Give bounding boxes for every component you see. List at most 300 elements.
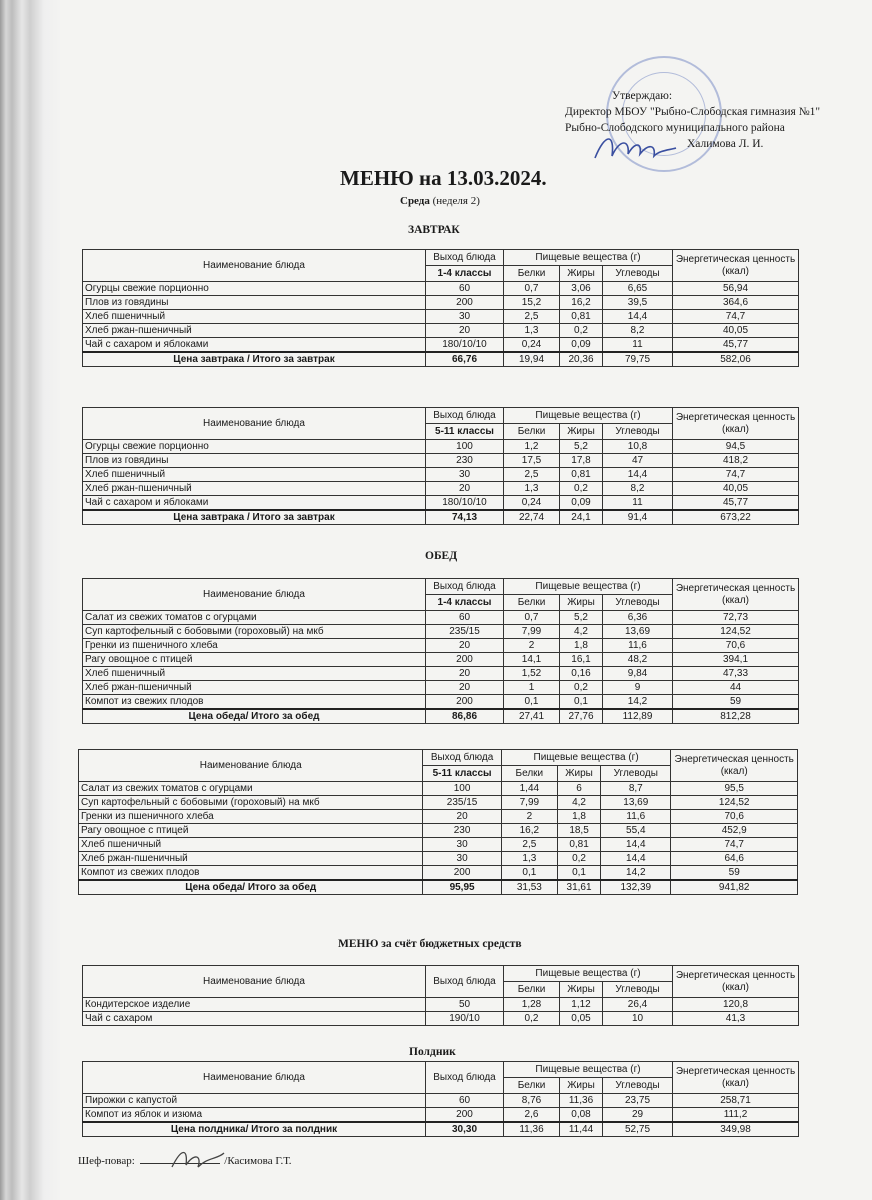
dish-fats: 0,2 (560, 324, 603, 338)
dish-fats: 1,8 (557, 810, 600, 824)
dish-yield: 20 (423, 810, 501, 824)
total-fats: 31,61 (557, 880, 600, 895)
dish-yield: 20 (426, 681, 504, 695)
header-grade-group: 5-11 классы (423, 766, 501, 782)
dish-name: Суп картофельный с бобовыми (гороховый) на мкб (83, 625, 426, 639)
dish-name: Гренки из пшеничного хлеба (83, 639, 426, 653)
total-energy: 812,28 (673, 709, 799, 724)
dish-fats: 16,2 (560, 296, 603, 310)
total-carbs: 79,75 (603, 352, 673, 367)
subtitle (400, 195, 480, 207)
dish-carbs: 14,4 (601, 852, 671, 866)
dish-yield: 20 (426, 667, 504, 681)
table-row (83, 468, 799, 482)
total-price: 30,30 (426, 1122, 504, 1137)
dish-name: Хлеб ржан-пшеничный (83, 482, 426, 496)
dish-name: Суп картофельный с бобовыми (гороховый) на мкб (79, 796, 423, 810)
total-energy: 582,06 (673, 352, 799, 367)
header-energy: Энергетическая ценность (ккал) (673, 1062, 799, 1094)
dish-yield: 100 (426, 440, 504, 454)
table-row (83, 338, 799, 353)
table-row (79, 852, 798, 866)
dish-name: Огурцы свежие порционно (83, 282, 426, 296)
dish-proteins: 1,44 (501, 782, 557, 796)
table-row (83, 482, 799, 496)
table-row (83, 454, 799, 468)
dish-name: Чай с сахаром и яблоками (83, 496, 426, 511)
table-row (83, 695, 799, 710)
dish-carbs: 39,5 (603, 296, 673, 310)
header-nutrients: Пищевые вещества (г) (501, 750, 671, 766)
dish-energy: 124,52 (673, 625, 799, 639)
dish-name: Пирожки с капустой (83, 1094, 426, 1108)
header-yield: Выход блюда (423, 750, 501, 766)
dish-carbs: 55,4 (601, 824, 671, 838)
dish-fats: 0,09 (560, 338, 603, 353)
dish-name: Рагу овощное с птицей (79, 824, 423, 838)
dish-proteins: 0,1 (501, 866, 557, 881)
dish-fats: 6 (557, 782, 600, 796)
table-row (83, 1012, 799, 1026)
dish-yield: 60 (426, 611, 504, 625)
dish-energy: 74,7 (673, 468, 799, 482)
table-row (83, 1108, 799, 1123)
dish-carbs: 11 (603, 338, 673, 353)
dish-proteins: 0,24 (504, 496, 560, 511)
dish-name: Хлеб ржан-пшеничный (83, 681, 426, 695)
dish-energy: 258,71 (673, 1094, 799, 1108)
dish-carbs: 26,4 (603, 998, 673, 1012)
section-breakfast: ЗАВТРАК (408, 224, 460, 236)
dish-energy: 70,6 (673, 639, 799, 653)
dish-proteins: 2 (504, 639, 560, 653)
dish-yield: 60 (426, 282, 504, 296)
dish-yield: 180/10/10 (426, 338, 504, 353)
dish-energy: 47,33 (673, 667, 799, 681)
total-carbs: 112,89 (603, 709, 673, 724)
budget-table (82, 965, 799, 1026)
dish-fats: 16,1 (560, 653, 603, 667)
dish-carbs: 47 (603, 454, 673, 468)
approval-line-3: Рыбно-Слободского муниципального района (565, 122, 785, 134)
total-energy: 349,98 (673, 1122, 799, 1137)
total-row (83, 709, 799, 724)
header-carbs: Углеводы (603, 424, 673, 440)
dish-yield: 20 (426, 639, 504, 653)
dish-fats: 4,2 (560, 625, 603, 639)
dish-fats: 1,12 (560, 998, 603, 1012)
dish-proteins: 1 (504, 681, 560, 695)
table-row (79, 782, 798, 796)
dish-energy: 394,1 (673, 653, 799, 667)
total-carbs: 132,39 (601, 880, 671, 895)
chef-signature (168, 1143, 228, 1173)
dish-fats: 18,5 (557, 824, 600, 838)
total-row (83, 510, 799, 525)
header-yield: Выход блюда (426, 966, 504, 998)
dish-proteins: 1,2 (504, 440, 560, 454)
dish-yield: 200 (426, 1108, 504, 1123)
dish-fats: 0,2 (557, 852, 600, 866)
table-row (83, 296, 799, 310)
dish-proteins: 1,3 (504, 324, 560, 338)
dish-yield: 100 (423, 782, 501, 796)
total-proteins: 22,74 (504, 510, 560, 525)
dish-energy: 40,05 (673, 324, 799, 338)
dish-yield: 235/15 (426, 625, 504, 639)
dish-proteins: 2 (501, 810, 557, 824)
header-yield: Выход блюда (426, 579, 504, 595)
total-price: 86,86 (426, 709, 504, 724)
table-row (83, 625, 799, 639)
dish-proteins: 15,2 (504, 296, 560, 310)
table-row (83, 440, 799, 454)
total-label: Цена завтрака / Итого за завтрак (83, 352, 426, 367)
dish-name: Гренки из пшеничного хлеба (79, 810, 423, 824)
dish-carbs: 48,2 (603, 653, 673, 667)
header-grade-group: 1-4 классы (426, 266, 504, 282)
dish-energy: 418,2 (673, 454, 799, 468)
dish-yield: 200 (426, 296, 504, 310)
total-fats: 24,1 (560, 510, 603, 525)
dish-energy: 94,5 (673, 440, 799, 454)
dish-yield: 190/10 (426, 1012, 504, 1026)
section-snack: Полдник (409, 1046, 456, 1058)
total-energy: 673,22 (673, 510, 799, 525)
dish-proteins: 17,5 (504, 454, 560, 468)
dish-energy: 72,73 (673, 611, 799, 625)
dish-yield: 30 (426, 310, 504, 324)
total-row (83, 352, 799, 367)
dish-name: Огурцы свежие порционно (83, 440, 426, 454)
table-row (83, 639, 799, 653)
total-row (83, 1122, 799, 1137)
dish-fats: 5,2 (560, 611, 603, 625)
dish-name: Хлеб ржан-пшеничный (79, 852, 423, 866)
dish-energy: 452,9 (671, 824, 798, 838)
dish-name: Хлеб пшеничный (83, 667, 426, 681)
total-label: Цена обеда/ Итого за обед (83, 709, 426, 724)
dish-fats: 0,1 (557, 866, 600, 881)
dish-proteins: 2,6 (504, 1108, 560, 1123)
dish-fats: 0,81 (557, 838, 600, 852)
dish-yield: 200 (426, 695, 504, 710)
dish-carbs: 10,8 (603, 440, 673, 454)
header-fats: Жиры (560, 266, 603, 282)
dish-fats: 0,81 (560, 310, 603, 324)
dish-proteins: 8,76 (504, 1094, 560, 1108)
approval-line-2: Директор МБОУ "Рыбно-Слободская гимназия №1" (565, 106, 821, 118)
dish-name: Салат из свежих томатов с огурцами (83, 611, 426, 625)
total-energy: 941,82 (671, 880, 798, 895)
dish-fats: 0,08 (560, 1108, 603, 1123)
dish-name: Хлеб пшеничный (83, 310, 426, 324)
scan-edge-shadow (0, 0, 62, 1200)
dish-name: Хлеб пшеничный (79, 838, 423, 852)
total-carbs: 91,4 (603, 510, 673, 525)
header-energy: Энергетическая ценность (ккал) (673, 250, 799, 282)
dish-energy: 120,8 (673, 998, 799, 1012)
header-carbs: Углеводы (603, 266, 673, 282)
header-carbs: Углеводы (603, 982, 673, 998)
table-row (83, 282, 799, 296)
header-energy: Энергетическая ценность (ккал) (673, 579, 799, 611)
dish-carbs: 14,4 (601, 838, 671, 852)
header-dish-name: Наименование блюда (83, 1062, 426, 1094)
total-fats: 11,44 (560, 1122, 603, 1137)
dish-carbs: 14,4 (603, 310, 673, 324)
header-yield: Выход блюда (426, 1062, 504, 1094)
dish-name: Плов из говядины (83, 296, 426, 310)
dish-energy: 74,7 (671, 838, 798, 852)
header-energy: Энергетическая ценность (ккал) (673, 408, 799, 440)
header-proteins: Белки (504, 1078, 560, 1094)
dish-proteins: 0,7 (504, 611, 560, 625)
table-row (83, 310, 799, 324)
dish-energy: 59 (673, 695, 799, 710)
header-nutrients: Пищевые вещества (г) (504, 250, 673, 266)
total-label: Цена полдника/ Итого за полдник (83, 1122, 426, 1137)
table-row (83, 681, 799, 695)
header-fats: Жиры (560, 982, 603, 998)
footer-label: Шеф-повар: (78, 1155, 135, 1167)
dish-proteins: 0,7 (504, 282, 560, 296)
dish-carbs: 29 (603, 1108, 673, 1123)
dish-carbs: 6,65 (603, 282, 673, 296)
table-row (83, 653, 799, 667)
header-nutrients: Пищевые вещества (г) (504, 1062, 673, 1078)
dish-carbs: 14,4 (603, 468, 673, 482)
header-fats: Жиры (560, 595, 603, 611)
dish-name: Чай с сахаром (83, 1012, 426, 1026)
header-dish-name: Наименование блюда (83, 408, 426, 440)
dish-proteins: 16,2 (501, 824, 557, 838)
dish-yield: 235/15 (423, 796, 501, 810)
table-row (79, 810, 798, 824)
breakfast-table-5-11 (82, 407, 799, 525)
dish-carbs: 13,69 (601, 796, 671, 810)
dish-yield: 230 (426, 454, 504, 468)
dish-name: Чай с сахаром и яблоками (83, 338, 426, 353)
header-proteins: Белки (504, 266, 560, 282)
header-nutrients: Пищевые вещества (г) (504, 408, 673, 424)
header-energy: Энергетическая ценность (ккал) (671, 750, 798, 782)
dish-carbs: 9,84 (603, 667, 673, 681)
dish-proteins: 1,3 (501, 852, 557, 866)
dish-fats: 0,2 (560, 681, 603, 695)
dish-fats: 0,2 (560, 482, 603, 496)
table-row (79, 866, 798, 881)
dish-energy: 59 (671, 866, 798, 881)
table-row (83, 998, 799, 1012)
dish-proteins: 7,99 (501, 796, 557, 810)
dish-proteins: 1,3 (504, 482, 560, 496)
dish-carbs: 10 (603, 1012, 673, 1026)
dish-name: Хлеб пшеничный (83, 468, 426, 482)
dish-name: Рагу овощное с птицей (83, 653, 426, 667)
dish-yield: 30 (423, 838, 501, 852)
total-proteins: 31,53 (501, 880, 557, 895)
dish-carbs: 11,6 (603, 639, 673, 653)
section-budget: МЕНЮ за счёт бюджетных средств (338, 938, 522, 950)
header-dish-name: Наименование блюда (79, 750, 423, 782)
header-proteins: Белки (504, 424, 560, 440)
header-dish-name: Наименование блюда (83, 250, 426, 282)
table-row (83, 611, 799, 625)
dish-carbs: 8,7 (601, 782, 671, 796)
total-proteins: 27,41 (504, 709, 560, 724)
dish-proteins: 14,1 (504, 653, 560, 667)
dish-energy: 56,94 (673, 282, 799, 296)
total-proteins: 19,94 (504, 352, 560, 367)
dish-energy: 364,6 (673, 296, 799, 310)
dish-fats: 3,06 (560, 282, 603, 296)
subtitle-week: (неделя 2) (432, 195, 480, 207)
dish-yield: 180/10/10 (426, 496, 504, 511)
dish-fats: 0,05 (560, 1012, 603, 1026)
total-label: Цена завтрака / Итого за завтрак (83, 510, 426, 525)
dish-proteins: 7,99 (504, 625, 560, 639)
dish-energy: 45,77 (673, 496, 799, 511)
dish-carbs: 14,2 (603, 695, 673, 710)
dish-yield: 20 (426, 482, 504, 496)
dish-name: Компот из свежих плодов (83, 695, 426, 710)
dish-name: Кондитерское изделие (83, 998, 426, 1012)
dish-proteins: 0,2 (504, 1012, 560, 1026)
table-row (83, 496, 799, 511)
total-label: Цена обеда/ Итого за обед (79, 880, 423, 895)
dish-proteins: 2,5 (501, 838, 557, 852)
lunch-table-1-4 (82, 578, 799, 724)
dish-name: Плов из говядины (83, 454, 426, 468)
dish-fats: 11,36 (560, 1094, 603, 1108)
total-proteins: 11,36 (504, 1122, 560, 1137)
header-proteins: Белки (504, 595, 560, 611)
header-fats: Жиры (560, 1078, 603, 1094)
dish-carbs: 13,69 (603, 625, 673, 639)
dish-fats: 17,8 (560, 454, 603, 468)
dish-yield: 200 (423, 866, 501, 881)
approval-line-1: Утверждаю: (612, 90, 673, 102)
dish-carbs: 14,2 (601, 866, 671, 881)
footer-name: /Касимова Г.Т. (224, 1155, 292, 1167)
dish-yield: 30 (423, 852, 501, 866)
header-dish-name: Наименование блюда (83, 579, 426, 611)
table-row (83, 324, 799, 338)
header-carbs: Углеводы (603, 1078, 673, 1094)
header-fats: Жиры (557, 766, 600, 782)
table-row (83, 667, 799, 681)
dish-fats: 1,8 (560, 639, 603, 653)
dish-energy: 41,3 (673, 1012, 799, 1026)
header-fats: Жиры (560, 424, 603, 440)
dish-carbs: 8,2 (603, 482, 673, 496)
header-carbs: Углеводы (601, 766, 671, 782)
dish-fats: 0,81 (560, 468, 603, 482)
section-lunch: ОБЕД (425, 550, 458, 562)
dish-energy: 74,7 (673, 310, 799, 324)
lunch-table-5-11 (78, 749, 798, 895)
total-price: 95,95 (423, 880, 501, 895)
dish-carbs: 6,36 (603, 611, 673, 625)
dish-fats: 5,2 (560, 440, 603, 454)
approval-block (565, 88, 855, 152)
total-row (79, 880, 798, 895)
total-fats: 27,76 (560, 709, 603, 724)
header-grade-group: 1-4 классы (426, 595, 504, 611)
dish-yield: 30 (426, 468, 504, 482)
dish-proteins: 0,1 (504, 695, 560, 710)
header-proteins: Белки (504, 982, 560, 998)
subtitle-day: Среда (400, 195, 430, 207)
dish-proteins: 1,28 (504, 998, 560, 1012)
total-fats: 20,36 (560, 352, 603, 367)
dish-carbs: 11,6 (601, 810, 671, 824)
breakfast-table-1-4 (82, 249, 799, 367)
dish-yield: 60 (426, 1094, 504, 1108)
snack-table (82, 1061, 799, 1137)
header-grade-group: 5-11 классы (426, 424, 504, 440)
total-carbs: 52,75 (603, 1122, 673, 1137)
page-title: МЕНЮ на 13.03.2024. (340, 166, 547, 190)
dish-fats: 0,16 (560, 667, 603, 681)
header-carbs: Углеводы (603, 595, 673, 611)
dish-fats: 4,2 (557, 796, 600, 810)
dish-energy: 111,2 (673, 1108, 799, 1123)
dish-yield: 20 (426, 324, 504, 338)
table-row (79, 796, 798, 810)
header-proteins: Белки (501, 766, 557, 782)
approval-line-4: Халимова Л. И. (687, 138, 764, 150)
dish-proteins: 1,52 (504, 667, 560, 681)
table-row (79, 838, 798, 852)
header-dish-name: Наименование блюда (83, 966, 426, 998)
dish-carbs: 23,75 (603, 1094, 673, 1108)
dish-carbs: 11 (603, 496, 673, 511)
dish-carbs: 9 (603, 681, 673, 695)
dish-energy: 44 (673, 681, 799, 695)
dish-carbs: 8,2 (603, 324, 673, 338)
dish-proteins: 2,5 (504, 310, 560, 324)
header-energy: Энергетическая ценность (ккал) (673, 966, 799, 998)
dish-energy: 64,6 (671, 852, 798, 866)
dish-name: Компот из яблок и изюма (83, 1108, 426, 1123)
header-nutrients: Пищевые вещества (г) (504, 579, 673, 595)
dish-fats: 0,1 (560, 695, 603, 710)
table-row (83, 1094, 799, 1108)
dish-energy: 124,52 (671, 796, 798, 810)
dish-fats: 0,09 (560, 496, 603, 511)
total-price: 66,76 (426, 352, 504, 367)
dish-name: Салат из свежих томатов с огурцами (79, 782, 423, 796)
total-price: 74,13 (426, 510, 504, 525)
dish-yield: 230 (423, 824, 501, 838)
dish-energy: 95,5 (671, 782, 798, 796)
header-nutrients: Пищевые вещества (г) (504, 966, 673, 982)
dish-proteins: 0,24 (504, 338, 560, 353)
dish-yield: 200 (426, 653, 504, 667)
header-yield: Выход блюда (426, 408, 504, 424)
dish-energy: 45,77 (673, 338, 799, 353)
dish-proteins: 2,5 (504, 468, 560, 482)
header-yield: Выход блюда (426, 250, 504, 266)
dish-yield: 50 (426, 998, 504, 1012)
dish-name: Компот из свежих плодов (79, 866, 423, 881)
dish-energy: 40,05 (673, 482, 799, 496)
dish-energy: 70,6 (671, 810, 798, 824)
dish-name: Хлеб ржан-пшеничный (83, 324, 426, 338)
table-row (79, 824, 798, 838)
